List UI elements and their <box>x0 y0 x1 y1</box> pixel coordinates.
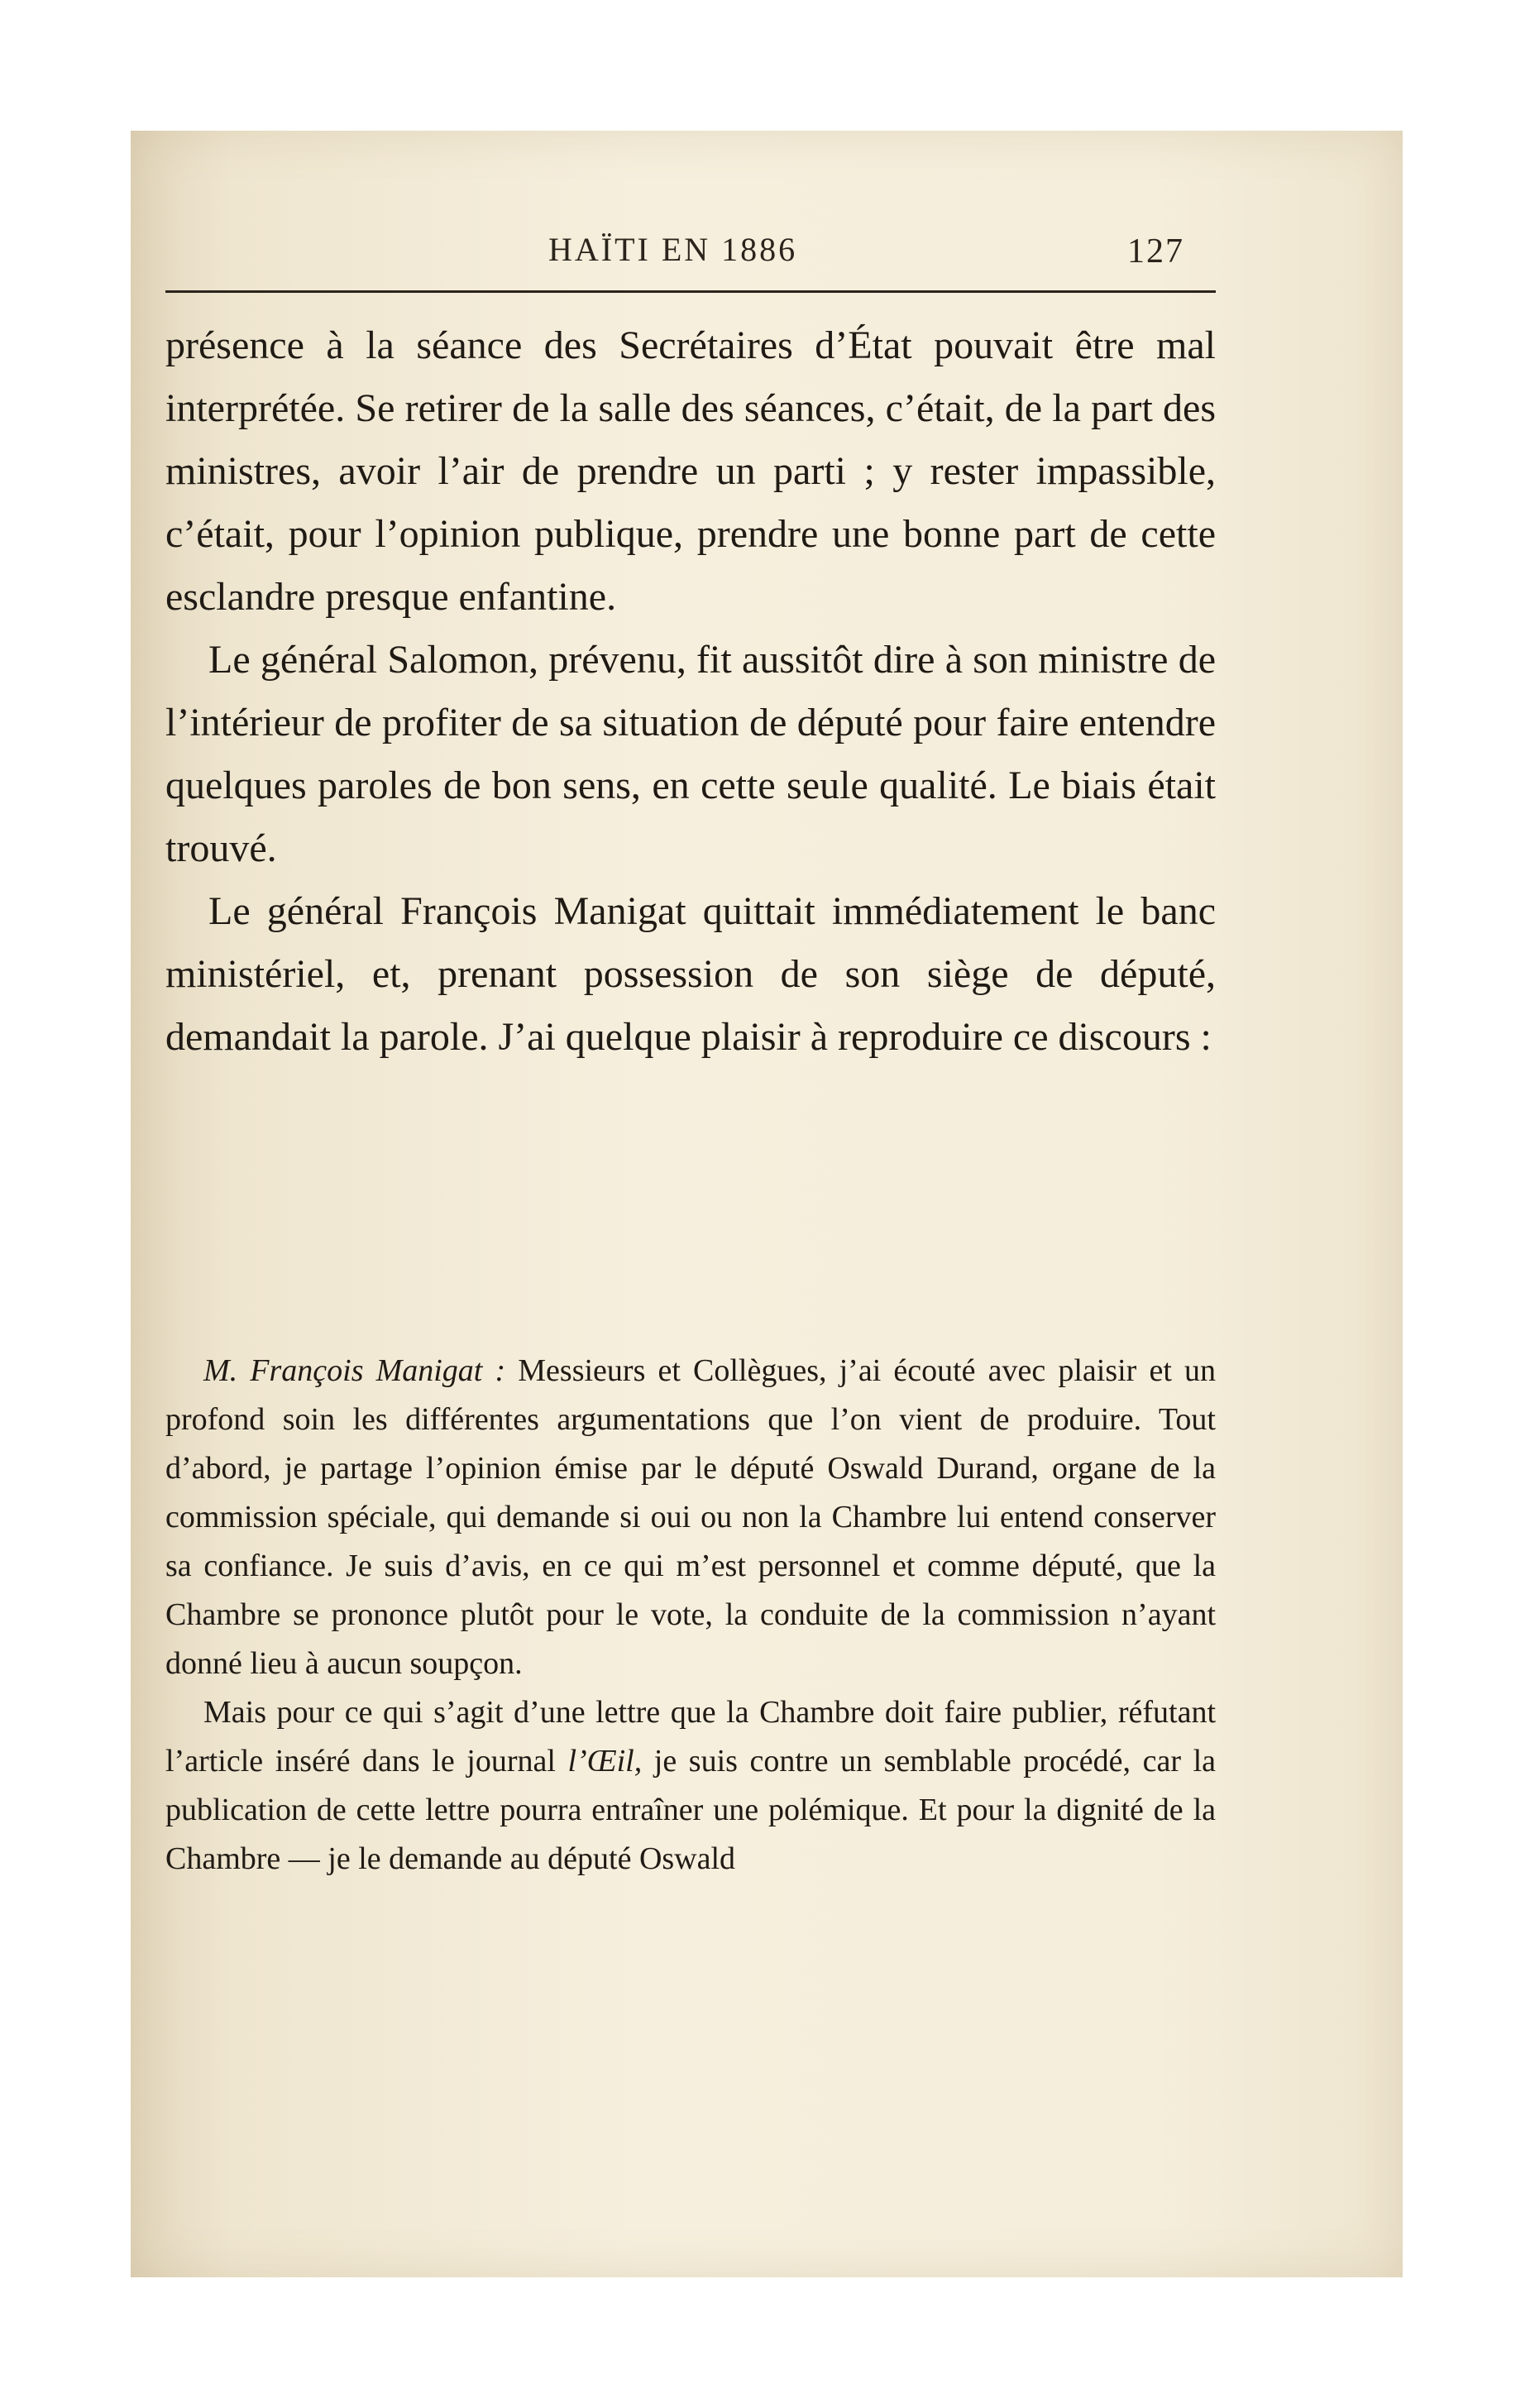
quote-paragraph <box>165 1688 1216 1884</box>
quote-text: Mais pour ce qui s’agit d’une lettre que la Chambre doit faire publier, réfutant l’article inséré dans le journal <box>165 1695 1216 1778</box>
page-number: 127 <box>1127 232 1184 270</box>
header-rule <box>165 290 1216 293</box>
main-text <box>165 314 1216 1069</box>
paragraph: Le général François Manigat quittait immédiatement le banc ministériel, et, prenant possession de son siège de député, demandait la parole. J’ai quelque plaisir à reproduire ce discours : <box>165 889 1216 1059</box>
speaker-name: M. François Manigat : <box>203 1353 506 1388</box>
quote-text: je suis contre un semblable procédé, car la publication de cette lettre pourra entraîner une polémique. Et pour la dignité de la Chambre — je le demande au député Oswald <box>165 1744 1216 1876</box>
paragraph: Le général Salomon, prévenu, fit aussitôt dire à son ministre de l’intérieur de profiter de sa situation de député pour faire entendre quelques paroles de bon sens, en cette seule qualité. Le biais était trouvé. <box>165 638 1216 870</box>
quoted-speech <box>165 1347 1216 1884</box>
quote-paragraph <box>165 1347 1216 1688</box>
running-title: HAÏTI EN 1886 <box>548 231 798 268</box>
paragraph: présence à la séance des Secrétaires d’État pouvait être mal interprétée. Se retirer de la salle des séances, c’était, de la part des ministres, avoir l’air de prendre un parti ; y rester impassible, c’était, pour l’opinion publique, prendre une bonne part de cette esclandre presque enfantine. <box>165 323 1216 619</box>
book-page <box>131 131 1403 2277</box>
quote-text: Messieurs et Collègues, j’ai écouté avec plaisir et un profond soin les différentes argumentations que l’on vient de produire. Tout d’abord, je partage l’opinion émise par le député Oswald Durand, organe de la commission spéciale, qui demande si oui ou non la Chambre lui entend conserver sa confiance. Je suis d’avis, en ce qui m’est personnel et comme député, que la Chambre se prononce plutôt pour le vote, la conduite de la commission n’ayant donné lieu à aucun soupçon. <box>165 1353 1216 1681</box>
page-header <box>131 230 1403 288</box>
journal-name: l’Œil, <box>567 1744 643 1778</box>
